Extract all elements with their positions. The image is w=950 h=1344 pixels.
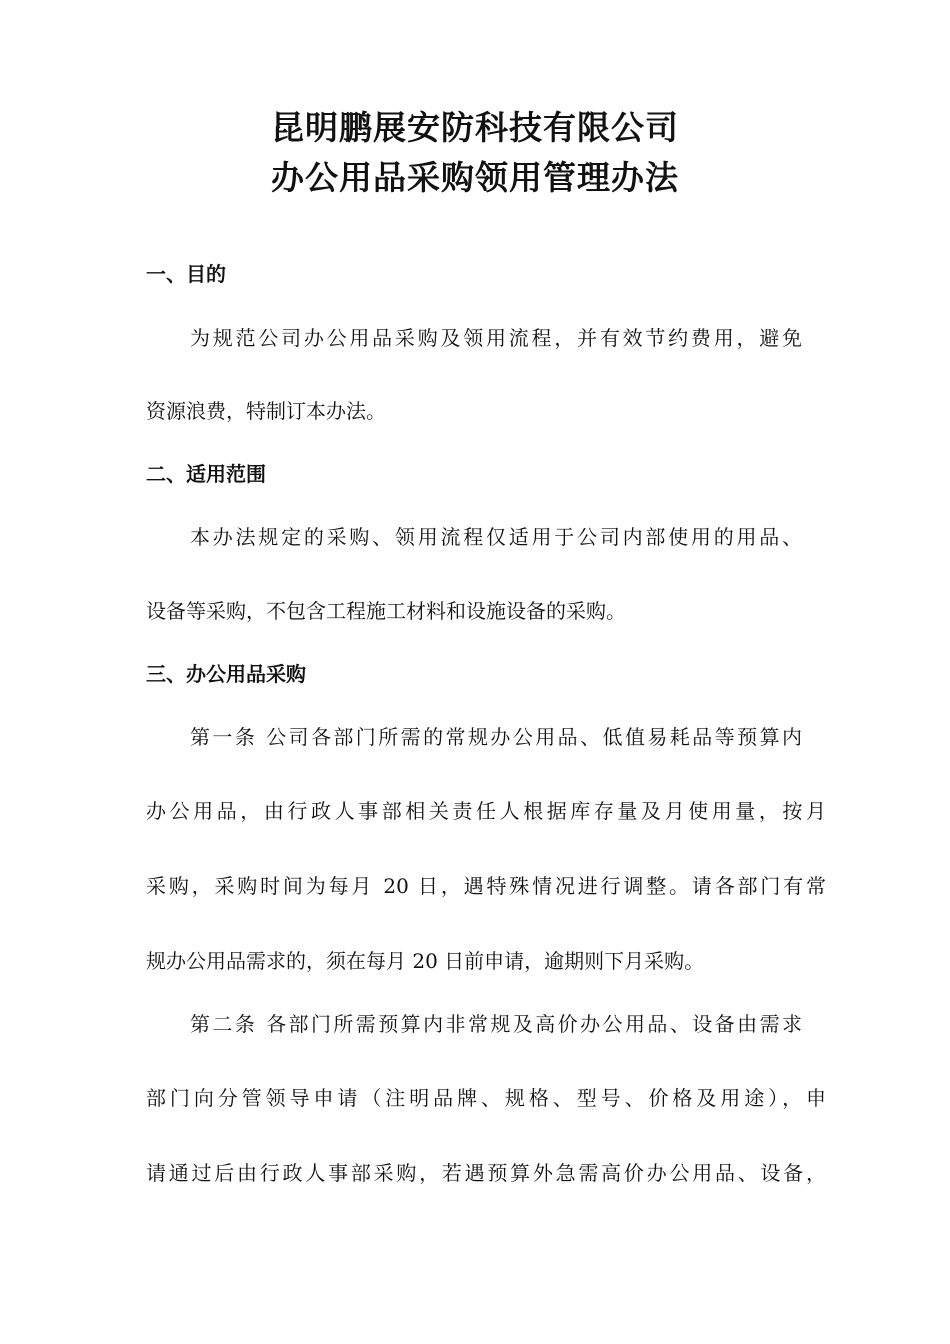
section-heading-scope: 二、适用范围 [146,462,266,486]
paragraph-line: 为规范公司办公用品采购及领用流程，并有效节约费用，避免 [190,326,802,350]
document-title: 办公用品采购领用管理办法 [271,158,679,197]
company-title: 昆明鹏展安防科技有限公司 [271,108,679,147]
article-line: 办公用品，由行政人事部相关责任人根据库存量及月使用量，按月 [146,799,826,823]
section-heading-procurement: 三、办公用品采购 [146,662,306,686]
article-line: 请通过后由行政人事部采购，若遇预算外急需高价办公用品、设备， [146,1161,826,1185]
article-line: 规办公用品需求的，须在每月 20 日前申请，逾期则下月采购。 [146,949,705,973]
section-heading-purpose: 一、目的 [146,262,226,286]
paragraph-line: 设备等采购，不包含工程施工材料和设施设备的采购。 [146,599,626,623]
paragraph-line: 本办法规定的采购、领用流程仅适用于公司内部使用的用品、 [190,525,802,549]
article-line: 第二条 各部门所需预算内非常规及高价办公用品、设备由需求 [190,1012,802,1036]
paragraph-line: 资源浪费，特制订本办法。 [146,399,386,423]
article-line: 第一条 公司各部门所需的常规办公用品、低值易耗品等预算内 [190,725,802,749]
article-line: 采购，采购时间为每月 20 日，遇特殊情况进行调整。请各部门有常 [146,874,826,898]
article-line: 部门向分管领导申请（注明品牌、规格、型号、价格及用途），申 [146,1086,826,1110]
